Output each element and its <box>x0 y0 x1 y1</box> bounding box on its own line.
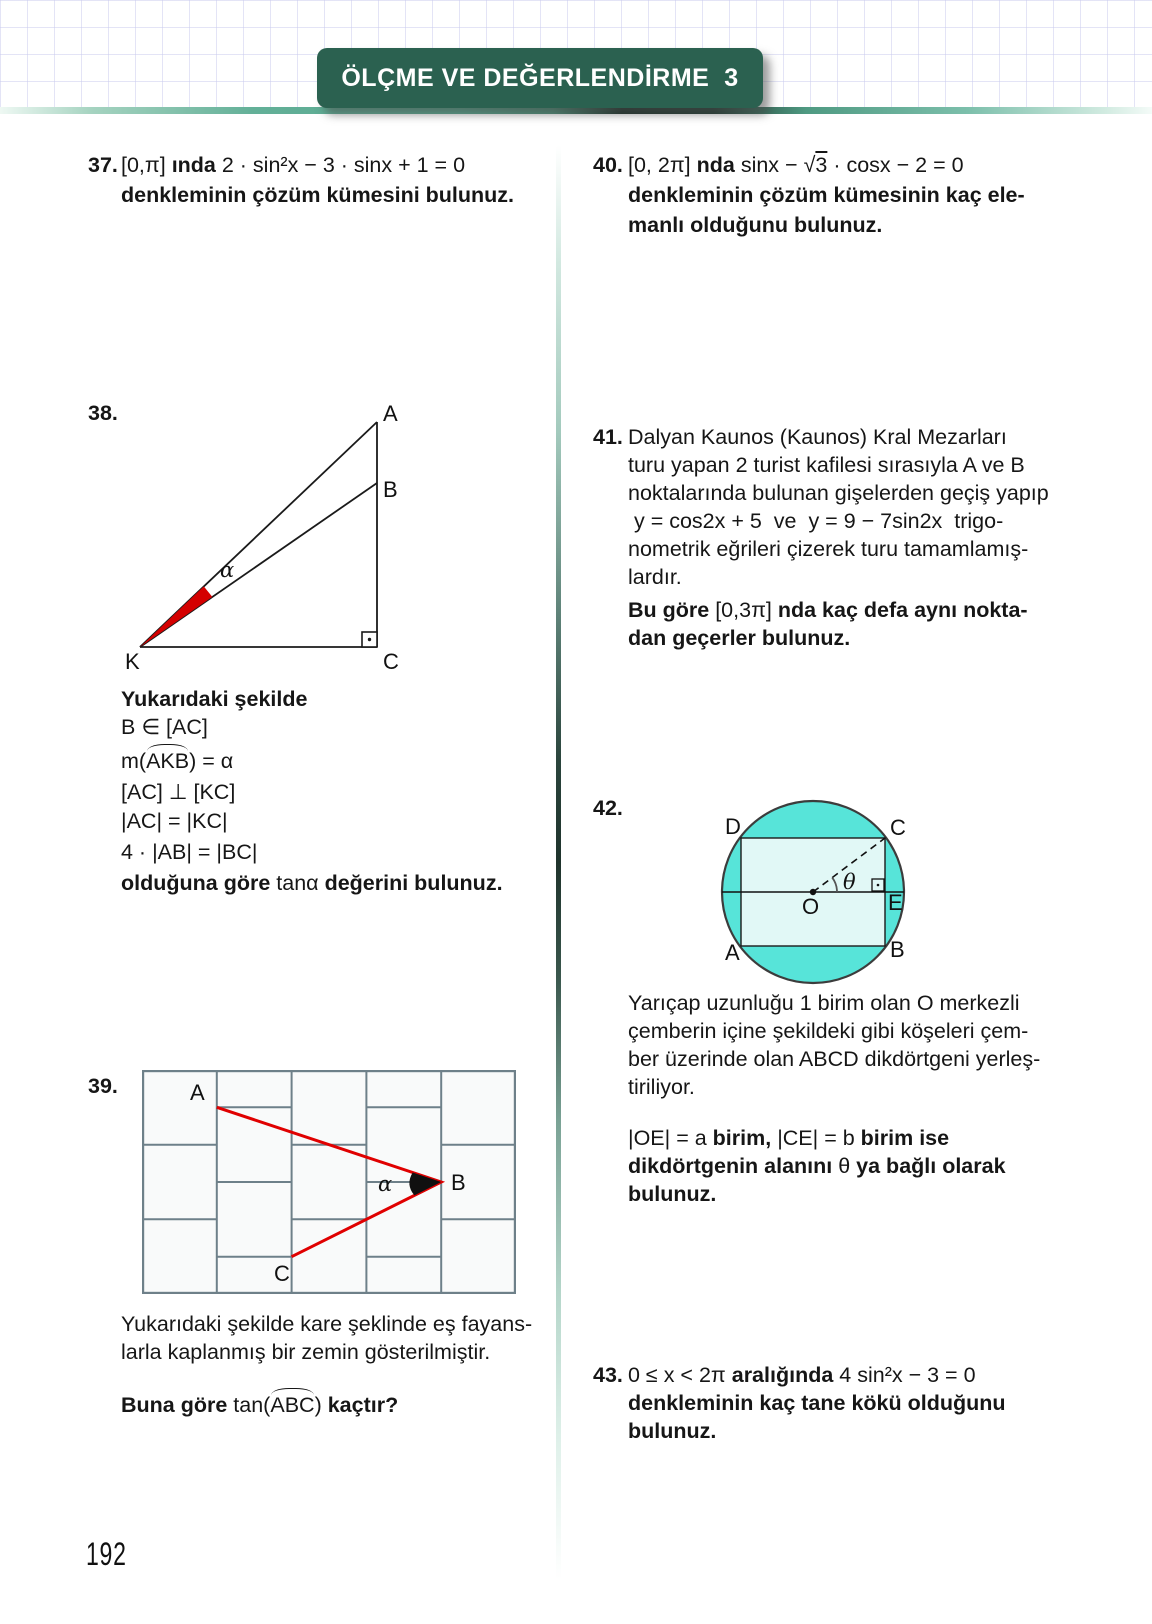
q41-line4: y = cos2x + 5 ve y = 9 − 7sin2x trigo- <box>628 509 1004 533</box>
q42-birim2: birim ise <box>860 1126 950 1150</box>
q39-ask-b2: kaçtır? <box>327 1393 399 1417</box>
q42-theta: θ <box>838 1154 857 1178</box>
circle-rectangle-figure <box>695 790 937 1002</box>
q40-eq-b: · cosx − 2 = 0 <box>827 153 964 177</box>
label-alpha: α <box>220 558 235 582</box>
label-A: A <box>190 1080 205 1105</box>
q42-line2: çemberin içine şekildeki gibi köşeleri çem- <box>628 1019 1029 1043</box>
label-K: K <box>125 649 140 674</box>
q38-number: 38. <box>88 401 118 425</box>
q40-line1 <box>628 152 964 178</box>
q40-radicand: 3 <box>815 153 828 177</box>
q42-line1: Yarıçap uzunluğu 1 birim olan O merkezli <box>628 991 1020 1015</box>
q41-ask-b1: Bu göre <box>628 598 716 622</box>
q43-interval: 0 ≤ x < 2π <box>628 1363 732 1387</box>
q39-line1: Yukarıdaki şekilde kare şeklinde eş fayans- <box>121 1312 533 1336</box>
q38-cond1: B ∈ [AC] <box>121 715 208 739</box>
q41-question1 <box>628 597 1028 623</box>
q39-question <box>121 1392 398 1418</box>
q42-question2 <box>628 1153 1006 1179</box>
q43-bold-araliginda: aralığında <box>731 1363 840 1387</box>
label-B: B <box>890 937 905 962</box>
q42-question1 <box>628 1125 949 1151</box>
q42-ask2-b2: ya bağlı olarak <box>856 1154 1006 1178</box>
right-angle-dot <box>368 638 371 641</box>
label-alpha: α <box>378 1172 393 1196</box>
q43-line3: bulunuz. <box>628 1419 717 1443</box>
q40-number: 40. <box>593 153 623 177</box>
q42-line4: tiriliyor. <box>628 1075 695 1099</box>
q37-equation: 2 · sin²x − 3 · sinx + 1 = 0 <box>221 153 466 177</box>
q40-interval: [0, 2π] <box>628 153 697 177</box>
q40-eq-a: sinx − <box>740 153 804 177</box>
q41-ask-interval: [0,3π] <box>715 598 778 622</box>
q38-c2-pre: m( <box>121 749 147 773</box>
q37-number: 37. <box>88 153 118 177</box>
q42-CE: |CE| = b <box>777 1126 861 1150</box>
label-E: E <box>888 890 903 915</box>
q37-bold-inda: ında <box>171 153 222 177</box>
label-A: A <box>383 401 398 426</box>
q41-question2: dan geçerler bulunuz. <box>628 626 851 650</box>
q40-line3: manlı olduğunu bulunuz. <box>628 213 883 237</box>
q39-ask-b1: Buna göre <box>121 1393 234 1417</box>
teal-rule <box>0 107 1152 114</box>
q38-ask-b1: olduğuna göre <box>121 871 277 895</box>
section-title-banner <box>317 48 763 108</box>
q43-number: 43. <box>593 1363 623 1387</box>
q42-ask2-b1: dikdörtgenin alanını <box>628 1154 839 1178</box>
q39-line2: larla kaplanmış bir zemin gösterilmiştir. <box>121 1340 491 1364</box>
q37-line1 <box>121 152 465 178</box>
q42-number: 42. <box>593 796 623 820</box>
label-C: C <box>274 1261 290 1286</box>
q41-line1: Dalyan Kaunos (Kaunos) Kral Mezarları <box>628 425 1007 449</box>
label-C: C <box>383 649 399 674</box>
q39-ask-m2: ) <box>314 1393 328 1417</box>
label-B: B <box>451 1170 466 1195</box>
q40-line2: denkleminin çözüm kümesinin kaç ele- <box>628 183 1025 207</box>
label-D: D <box>725 814 741 839</box>
section-title: ÖLÇME VE DEĞERLENDİRME 3 <box>341 63 739 92</box>
q42-line3: ber üzerinde olan ABCD dikdörtgeni yerleş- <box>628 1047 1041 1071</box>
q42-question3: bulunuz. <box>628 1182 717 1206</box>
q40-bold-nda: nda <box>696 153 741 177</box>
q37-interval: [0,π] <box>121 153 172 177</box>
tile-floor-figure <box>142 1070 516 1294</box>
q37-line2: denkleminin çözüm kümesini bulunuz. <box>121 183 515 207</box>
q42-OE: |OE| = a <box>628 1126 713 1150</box>
q39-number: 39. <box>88 1074 118 1098</box>
q38-cond4: |AC| = |KC| <box>121 809 228 833</box>
red-angle-wedge <box>140 586 212 647</box>
triangle-figure <box>100 393 420 683</box>
q38-ask-math: tanα <box>276 871 325 895</box>
q43-equation: 4 sin²x − 3 = 0 <box>839 1363 976 1387</box>
q38-intro: Yukarıdaki şekilde <box>121 687 308 711</box>
label-theta: θ <box>843 870 856 894</box>
q41-number: 41. <box>593 425 623 449</box>
q38-c2-post: ) = α <box>189 749 234 773</box>
q42-birim1: birim, <box>712 1126 778 1150</box>
label-B: B <box>383 477 398 502</box>
q38-cond3: [AC] ⊥ [KC] <box>121 780 236 804</box>
q39-ask-m1: tan( <box>233 1393 271 1417</box>
label-A: A <box>725 940 740 965</box>
q38-arc-AKB: AKB <box>146 749 190 773</box>
q38-ask-b2: değerini bulunuz. <box>324 871 503 895</box>
page-number: 192 <box>86 1536 127 1572</box>
q41-line3: noktalarında bulunan gişelerden geçiş yapıp <box>628 481 1049 505</box>
label-O: O <box>802 894 820 919</box>
q41-ask-b2: nda kaç defa aynı nokta- <box>777 598 1028 622</box>
column-divider <box>556 145 561 1580</box>
right-angle-dot <box>877 884 880 887</box>
q41-line5: nometrik eğrileri çizerek turu tamamlamış- <box>628 537 1029 561</box>
q39-arc-ABC: ABC <box>270 1393 315 1417</box>
q38-cond5: 4 · |AB| = |BC| <box>121 840 258 864</box>
q40-sqrt-icon: √ <box>803 153 816 177</box>
q41-line6: lardır. <box>628 565 682 589</box>
label-C: C <box>890 815 906 840</box>
q43-line1 <box>628 1362 976 1388</box>
q41-line2: turu yapan 2 turist kafilesi sırasıyla A ve B <box>628 453 1025 477</box>
q43-line2: denkleminin kaç tane kökü olduğunu <box>628 1391 1006 1415</box>
q38-cond2 <box>121 748 233 774</box>
q38-question <box>121 870 503 896</box>
